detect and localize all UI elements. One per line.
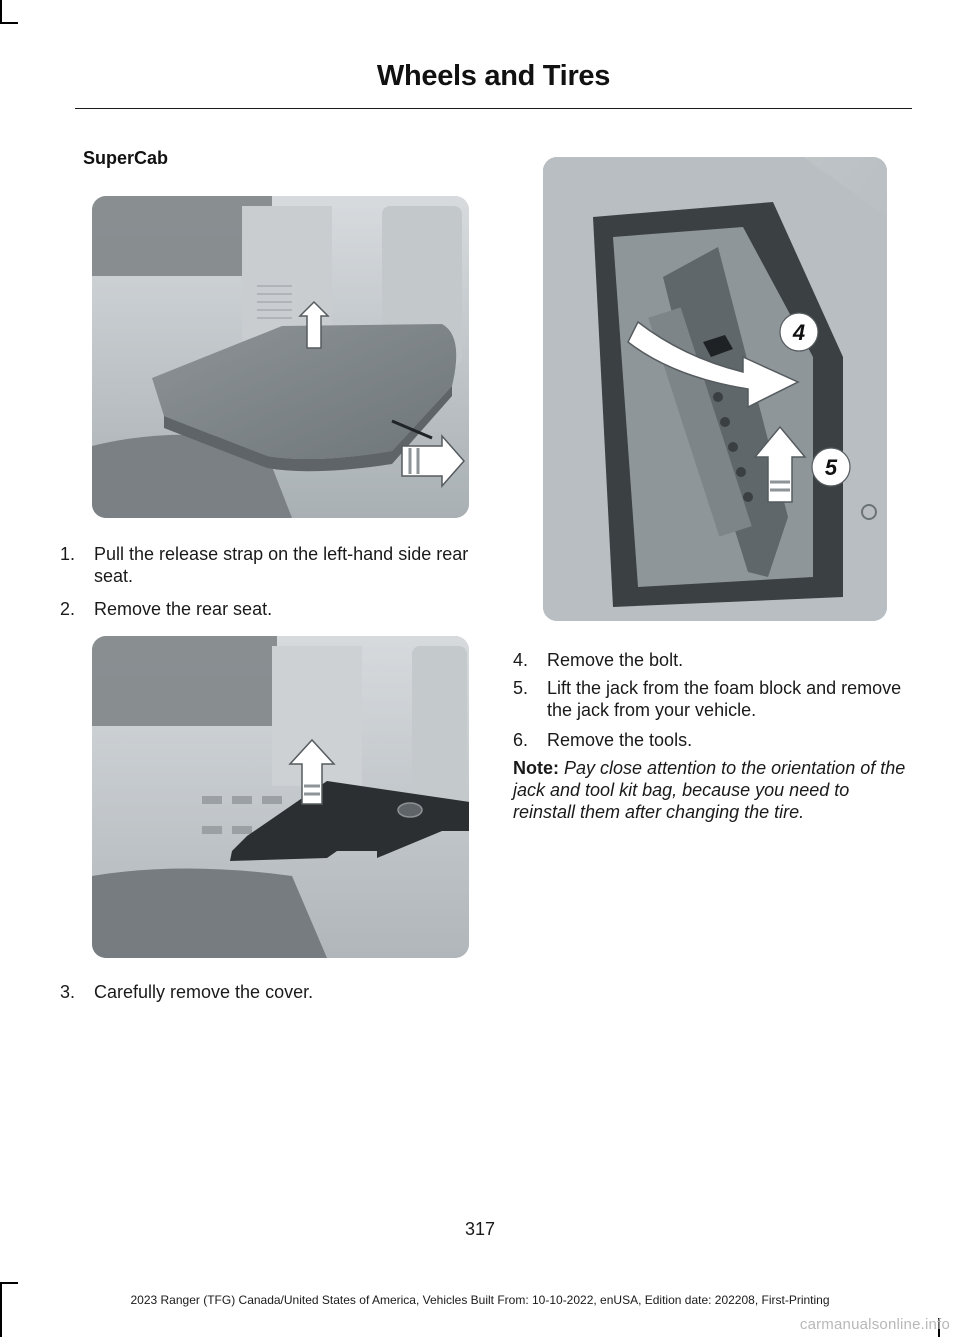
watermark: carmanualsonline.info — [799, 1316, 950, 1333]
note-text: Pay close attention to the orientation of the jack and tool kit bag, because you need to reinstall them after changing the tire. — [513, 758, 906, 822]
note-paragraph — [513, 757, 908, 823]
step-text: Lift the jack from the foam block and remove the jack from your vehicle. — [547, 678, 902, 720]
crop-mark — [0, 1282, 18, 1284]
crop-mark — [0, 1282, 2, 1337]
page-header — [75, 56, 912, 109]
crop-mark — [0, 22, 18, 24]
step-text: Remove the tools. — [547, 730, 693, 750]
page-title: Wheels and Tires — [376, 60, 611, 92]
step-text: Remove the bolt. — [547, 650, 684, 670]
step-text: Pull the release strap on the left-hand side rear seat. — [94, 544, 469, 586]
step-text: Carefully remove the cover. — [94, 982, 314, 1002]
page-number: 317 — [464, 1219, 496, 1239]
note-label: Note: — [513, 758, 559, 778]
step-number: 3. — [60, 982, 76, 1002]
jack-removal-illustration — [543, 157, 887, 621]
footer-edition-info: 2023 Ranger (TFG) Canada/United States of America, Vehicles Built From: 10-10-2022, enUSA, Edition date: 202208, First-Printing — [130, 1293, 830, 1307]
section-subheading: SuperCab — [83, 148, 169, 168]
step-number: 2. — [60, 599, 76, 619]
step-number: 6. — [513, 730, 529, 750]
rear-seat-release-illustration — [92, 196, 469, 518]
callout-4: 4 — [792, 320, 806, 345]
callout-5: 5 — [824, 455, 838, 480]
step-number: 1. — [60, 544, 76, 564]
step-number: 5. — [513, 678, 529, 698]
step-number: 4. — [513, 650, 529, 670]
step-text: Remove the rear seat. — [94, 599, 273, 619]
crop-mark — [0, 0, 2, 24]
cover-removal-illustration — [92, 636, 469, 958]
